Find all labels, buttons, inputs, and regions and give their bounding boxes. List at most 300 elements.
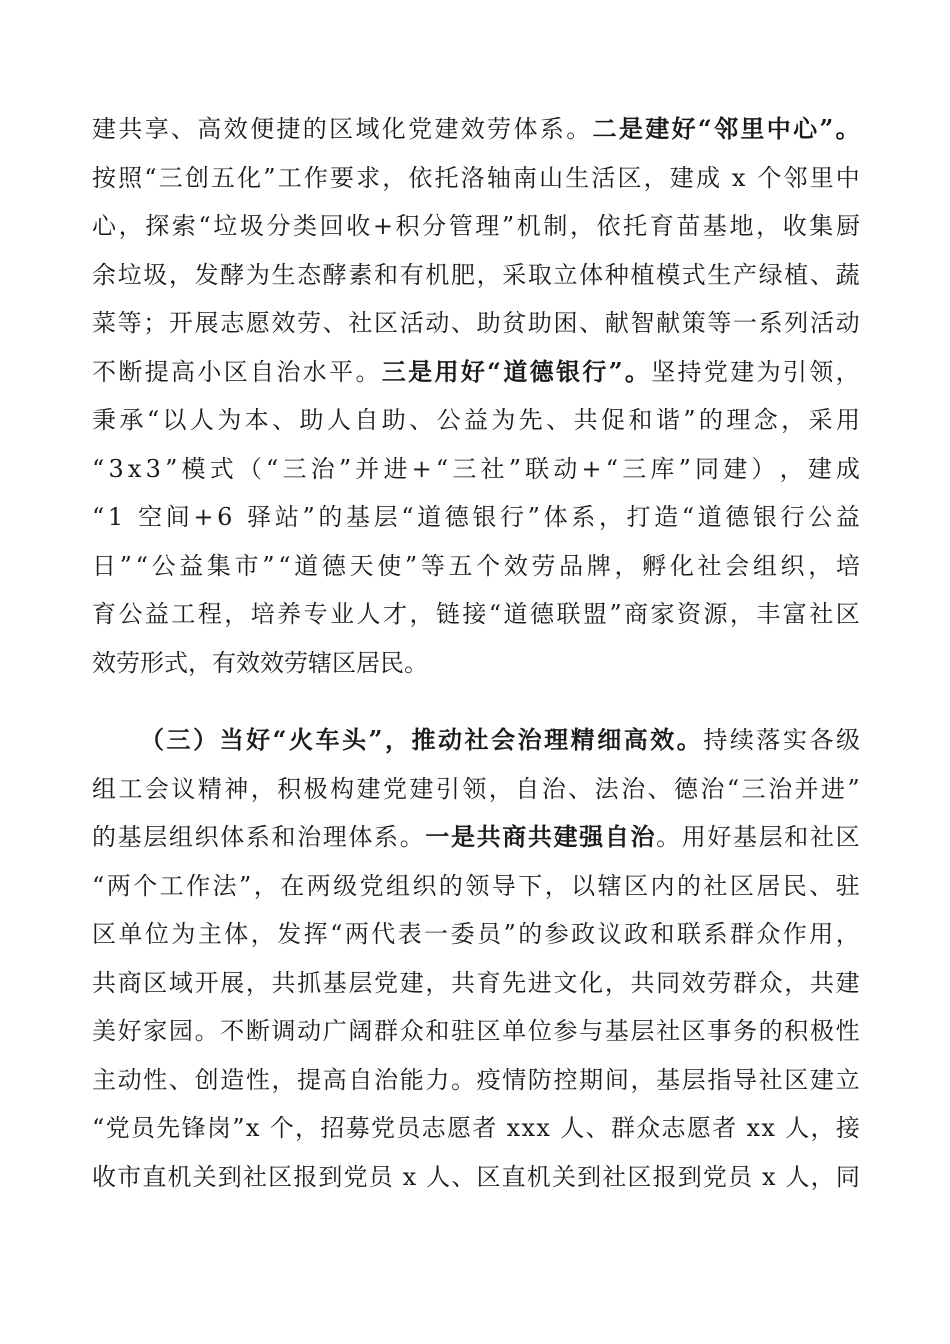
glyph: 防 [527, 1065, 552, 1094]
text-line [92, 590, 860, 639]
glyph: 动 [297, 1017, 322, 1045]
glyph: 进 [527, 968, 552, 997]
glyph: 、 [809, 871, 834, 900]
glyph: 的 [302, 115, 327, 143]
glyph: 政 [624, 920, 649, 948]
glyph: ， [569, 212, 594, 240]
glyph: 区 [223, 357, 248, 386]
glyph: 治 [297, 823, 322, 851]
glyph: 能 [399, 1065, 424, 1094]
glyph: 引 [782, 357, 807, 386]
glyph: 公 [151, 551, 176, 580]
glyph: 员 [130, 1114, 155, 1142]
glyph: 高 [197, 115, 222, 143]
glyph: + [411, 454, 432, 483]
glyph: 收 [92, 1162, 116, 1191]
glyph: 治 [621, 774, 646, 803]
glyph: 轴 [486, 163, 511, 192]
glyph: 接 [462, 600, 487, 628]
text-line [92, 1153, 860, 1202]
glyph: 行 [780, 503, 805, 531]
glyph: 员 [477, 920, 502, 948]
glyph: 效 [271, 309, 296, 337]
glyph: 治 [630, 822, 655, 851]
glyph: 当 [219, 725, 244, 754]
glyph: 社 [809, 600, 834, 628]
glyph: 化 [381, 115, 406, 143]
glyph: 性 [245, 1065, 270, 1094]
glyph: 享 [144, 115, 169, 143]
glyph: 的 [758, 1017, 783, 1045]
glyph: 岗 [206, 1114, 231, 1142]
glyph: 自 [348, 1065, 373, 1094]
glyph: 性 [143, 1065, 168, 1094]
glyph: “ [488, 600, 502, 628]
glyph: 两 [344, 920, 369, 948]
glyph: 共 [271, 968, 296, 997]
glyph: 管 [448, 212, 473, 240]
glyph: “ [146, 406, 160, 434]
glyph: 强 [579, 822, 604, 851]
glyph: 、 [409, 406, 434, 434]
glyph: 盟 [582, 600, 607, 628]
glyph: 承 [119, 406, 144, 434]
glyph: ， [295, 1114, 320, 1142]
glyph: 美 [92, 1017, 116, 1045]
glyph: 基 [346, 503, 371, 531]
glyph: ” [232, 1114, 245, 1142]
glyph: 探 [145, 212, 170, 240]
glyph: 培 [250, 600, 275, 628]
glyph: 区 [374, 309, 399, 337]
glyph: 菜 [92, 309, 116, 337]
glyph: 依 [408, 163, 433, 192]
glyph: 生 [707, 260, 732, 289]
glyph: 共 [92, 968, 116, 997]
glyph: 进 [383, 454, 408, 483]
glyph: 动 [835, 309, 860, 337]
glyph: 党 [703, 357, 728, 386]
glyph: 的 [676, 871, 701, 900]
glyph: ” [239, 871, 252, 900]
glyph: ， [810, 1162, 835, 1191]
glyph: “ [92, 454, 105, 483]
glyph: ” [368, 725, 383, 754]
glyph: 托 [623, 212, 648, 240]
glyph: 主 [197, 920, 222, 948]
glyph: ， [409, 600, 434, 628]
glyph: ” [501, 212, 515, 240]
glyph: 在 [280, 871, 305, 900]
glyph: 商 [117, 968, 142, 997]
glyph: 理 [322, 823, 347, 851]
glyph: 群 [374, 1017, 399, 1045]
glyph: 先 [518, 406, 543, 434]
glyph: 化 [579, 968, 604, 997]
glyph: 参 [553, 1017, 578, 1045]
glyph: 作 [782, 920, 807, 948]
glyph: 关 [551, 1162, 576, 1191]
glyph: 区 [784, 1065, 809, 1094]
glyph: 员 [728, 1162, 753, 1191]
glyph: 社 [809, 823, 834, 851]
glyph: “ [278, 551, 291, 580]
glyph: + [193, 503, 214, 531]
glyph: 立 [553, 260, 578, 289]
glyph: 圾 [239, 212, 264, 240]
glyph: 参 [544, 920, 569, 948]
glyph: 品 [559, 551, 584, 580]
glyph: 法 [594, 774, 619, 803]
glyph: 建 [92, 115, 116, 143]
glyph: 社 [348, 309, 373, 337]
glyph [551, 1104, 559, 1153]
glyph: 取 [527, 260, 552, 289]
glyph: 理 [726, 406, 751, 434]
glyph: 发 [277, 920, 302, 948]
glyph: 育 [476, 968, 501, 997]
glyph: 用 [434, 356, 459, 386]
glyph: 愿 [447, 1114, 471, 1142]
glyph: 系 [374, 823, 399, 851]
text-line [92, 639, 860, 688]
glyph: ， [271, 1065, 296, 1094]
glyph: 照 [118, 163, 143, 192]
glyph: 用 [681, 823, 706, 851]
glyph: “ [605, 454, 619, 483]
paragraph-social-governance [92, 716, 860, 1201]
glyph: 党 [105, 1114, 130, 1142]
glyph: 建 [645, 114, 670, 143]
glyph: 邻 [714, 114, 739, 143]
glyph: 、 [579, 309, 604, 337]
glyph: 苗 [676, 212, 701, 240]
glyph: 公 [808, 503, 833, 531]
glyph: 献 [656, 309, 681, 337]
glyph: 本 [244, 406, 269, 434]
glyph: 同 [835, 1162, 860, 1191]
glyph: 机 [516, 212, 541, 240]
glyph: 积 [784, 1017, 809, 1045]
glyph: 工 [118, 774, 143, 803]
glyph: 驻 [450, 1017, 475, 1045]
glyph: 家 [650, 600, 675, 628]
glyph: 组 [168, 823, 193, 851]
glyph: 并 [794, 774, 819, 803]
glyph: ， [425, 968, 450, 997]
glyph: 道 [503, 600, 528, 628]
glyph: 丰 [756, 600, 781, 628]
glyph: 区 [835, 600, 860, 628]
glyph: 广 [322, 1017, 347, 1045]
glyph: 中 [835, 163, 860, 192]
glyph: “ [266, 454, 279, 483]
glyph: 好 [246, 725, 271, 754]
glyph: 才 [382, 600, 407, 628]
glyph: 空 [138, 503, 163, 531]
text-line [92, 154, 860, 203]
glyph: 组 [92, 774, 116, 803]
glyph: 共 [809, 968, 834, 997]
glyph: 二 [592, 114, 617, 143]
glyph: 提 [144, 357, 169, 386]
glyph: 个 [269, 1114, 294, 1142]
glyph: x [506, 1114, 521, 1142]
glyph: ” [678, 454, 691, 483]
glyph: （ [237, 454, 262, 483]
glyph: 极 [303, 774, 328, 803]
glyph: + [372, 212, 393, 240]
glyph: 关 [192, 1162, 217, 1191]
glyph: ” [683, 406, 696, 434]
glyph: 索 [171, 212, 196, 240]
glyph: ， [784, 968, 809, 997]
glyph: 落 [756, 726, 781, 754]
glyph: 植 [784, 260, 809, 289]
glyph: 火 [289, 725, 313, 754]
glyph: 机 [425, 260, 450, 289]
glyph: 建 [807, 454, 832, 483]
glyph: 以 [571, 871, 596, 900]
glyph: 好 [671, 114, 696, 143]
glyph: 的 [698, 406, 723, 434]
glyph: 作 [303, 163, 328, 192]
glyph: 到 [677, 1162, 702, 1191]
glyph: 居 [756, 871, 781, 900]
glyph: 三 [282, 454, 307, 483]
glyph: 志 [220, 309, 245, 337]
glyph: 阔 [348, 1017, 373, 1045]
glyph: 党 [359, 871, 384, 900]
glyph: ， [643, 163, 668, 192]
glyph: ” [165, 454, 178, 483]
glyph: ， [808, 551, 833, 580]
glyph: 治 [374, 1065, 399, 1094]
glyph: 层 [143, 823, 168, 851]
glyph: 用 [835, 406, 860, 434]
glyph [498, 1104, 506, 1153]
glyph: ， [245, 968, 270, 997]
glyph: ） [751, 454, 776, 483]
glyph: 垃 [213, 212, 238, 240]
paragraph-neighborhood-center [92, 105, 860, 687]
glyph: 道 [697, 503, 722, 531]
glyph: “ [92, 871, 105, 900]
glyph: 人 [426, 1162, 451, 1191]
glyph: ” [819, 114, 834, 143]
glyph: 依 [596, 212, 621, 240]
glyph: 会 [725, 551, 750, 580]
glyph: ， [168, 260, 193, 289]
glyph: 和 [425, 1017, 450, 1045]
glyph: 体 [348, 823, 373, 851]
text-line [92, 396, 860, 445]
text-line [92, 493, 860, 542]
glyph: 的 [438, 871, 463, 900]
glyph: ， [384, 725, 409, 754]
glyph: 位 [527, 1017, 552, 1045]
glyph: 道 [294, 551, 319, 580]
glyph: 工 [159, 871, 184, 900]
text-line [92, 813, 860, 862]
glyph: 议 [171, 774, 196, 803]
glyph: x [536, 1114, 550, 1142]
glyph: 和 [784, 823, 809, 851]
glyph: 区 [476, 1162, 501, 1191]
text-line [92, 202, 860, 251]
glyph: 直 [501, 1162, 526, 1191]
glyph: 、 [647, 774, 672, 803]
glyph: 洛 [460, 163, 485, 192]
glyph: 建 [409, 774, 434, 803]
glyph: x [761, 1114, 775, 1142]
glyph: 有 [399, 260, 424, 289]
glyph: 三 [452, 454, 477, 483]
glyph: 体 [543, 503, 568, 531]
glyph: 促 [601, 406, 625, 434]
glyph: 党 [343, 1162, 368, 1191]
glyph: 先 [156, 1114, 181, 1142]
glyph: 南 [512, 163, 537, 192]
glyph: 圾 [143, 260, 168, 289]
glyph: + [581, 454, 602, 483]
glyph: 化 [237, 163, 262, 192]
glyph: 三 [622, 454, 647, 483]
glyph: 者 [712, 1114, 737, 1142]
glyph: 招 [320, 1114, 345, 1142]
glyph: 建 [669, 163, 694, 192]
glyph: 6 [217, 503, 233, 531]
glyph: 市 [234, 551, 259, 580]
glyph: 助 [476, 309, 501, 337]
glyph: 、 [451, 1162, 476, 1191]
glyph: 区 [143, 968, 168, 997]
glyph: 德 [725, 503, 750, 531]
glyph: 园 [168, 1017, 193, 1045]
glyph: 报 [293, 1162, 318, 1191]
glyph: 区 [624, 871, 649, 900]
glyph: 。 [399, 823, 424, 851]
glyph: 托 [434, 163, 459, 192]
glyph: 体 [224, 920, 249, 948]
glyph: 同 [656, 968, 681, 997]
glyph: 领 [465, 871, 490, 900]
glyph: 细 [597, 725, 622, 754]
glyph: 收 [346, 212, 371, 240]
glyph: 基 [702, 212, 727, 240]
glyph: 神 [224, 774, 249, 803]
glyph: x [127, 454, 142, 483]
glyph: 态 [297, 260, 322, 289]
glyph: 是 [450, 822, 475, 851]
glyph: 采 [502, 260, 527, 289]
glyph [748, 154, 756, 203]
glyph: ” [847, 774, 860, 803]
glyph: ， [250, 920, 275, 948]
glyph: 代 [371, 920, 396, 948]
glyph [236, 493, 244, 542]
glyph: 间 [604, 1065, 629, 1094]
text-line [92, 959, 860, 1008]
glyph: ， [779, 454, 804, 483]
glyph: ， [781, 406, 806, 434]
text-line [92, 299, 860, 348]
glyph: 两 [306, 871, 331, 900]
glyph: 织 [412, 871, 437, 900]
glyph: 是 [408, 356, 433, 386]
glyph: 理 [475, 212, 500, 240]
glyph: 人 [189, 406, 214, 434]
glyph: 员 [368, 1162, 393, 1191]
glyph: 益 [463, 406, 488, 434]
glyph: 要 [329, 163, 354, 192]
glyph: 按 [92, 163, 116, 192]
glyph: 头 [342, 725, 367, 754]
glyph: 治 [768, 774, 793, 803]
glyph: 高 [322, 1065, 347, 1094]
glyph: 为 [756, 357, 781, 386]
glyph [261, 1104, 269, 1153]
glyph: 回 [319, 212, 344, 240]
glyph: 人 [785, 1114, 810, 1142]
glyph: “ [92, 1114, 105, 1142]
glyph: 区 [681, 1017, 706, 1045]
glyph: 导 [491, 871, 516, 900]
glyph: 养 [277, 600, 302, 628]
glyph: 联 [525, 454, 550, 483]
glyph: 类 [293, 212, 318, 240]
glyph: 、 [568, 774, 593, 803]
glyph: 。 [656, 823, 681, 851]
glyph: 党 [408, 115, 433, 143]
glyph: 专 [303, 600, 328, 628]
glyph: 机 [167, 1162, 192, 1191]
glyph: 会 [144, 774, 169, 803]
glyph: 念 [753, 406, 778, 434]
glyph: 层 [348, 968, 373, 997]
glyph: 志 [661, 1114, 686, 1142]
glyph: 秉 [92, 406, 116, 434]
glyph: 区 [268, 1162, 293, 1191]
glyph: 到 [577, 1162, 602, 1191]
glyph: 层 [758, 823, 783, 851]
glyph: 库 [650, 454, 675, 483]
glyph: 采 [808, 406, 833, 434]
glyph: “ [144, 163, 157, 192]
glyph: 主 [92, 1065, 116, 1094]
glyph: 酵 [322, 260, 347, 289]
glyph: 共 [630, 968, 655, 997]
glyph: 种 [604, 260, 629, 289]
glyph: 两 [106, 871, 131, 900]
glyph: 富 [782, 600, 807, 628]
glyph: 银 [472, 503, 497, 531]
glyph: 列 [784, 309, 809, 337]
glyph: 群 [733, 968, 758, 997]
glyph: x [746, 1114, 761, 1142]
glyph: 一 [733, 309, 758, 337]
glyph: 三 [381, 356, 406, 386]
glyph: ， [598, 503, 623, 531]
glyph: 市 [117, 1162, 142, 1191]
glyph: 劳 [487, 115, 512, 143]
glyph: 区 [729, 871, 754, 900]
glyph: 工 [277, 163, 302, 192]
glyph: 志 [421, 1114, 446, 1142]
glyph: 的 [518, 920, 543, 948]
glyph: 民 [782, 871, 807, 900]
glyph: 级 [333, 871, 358, 900]
